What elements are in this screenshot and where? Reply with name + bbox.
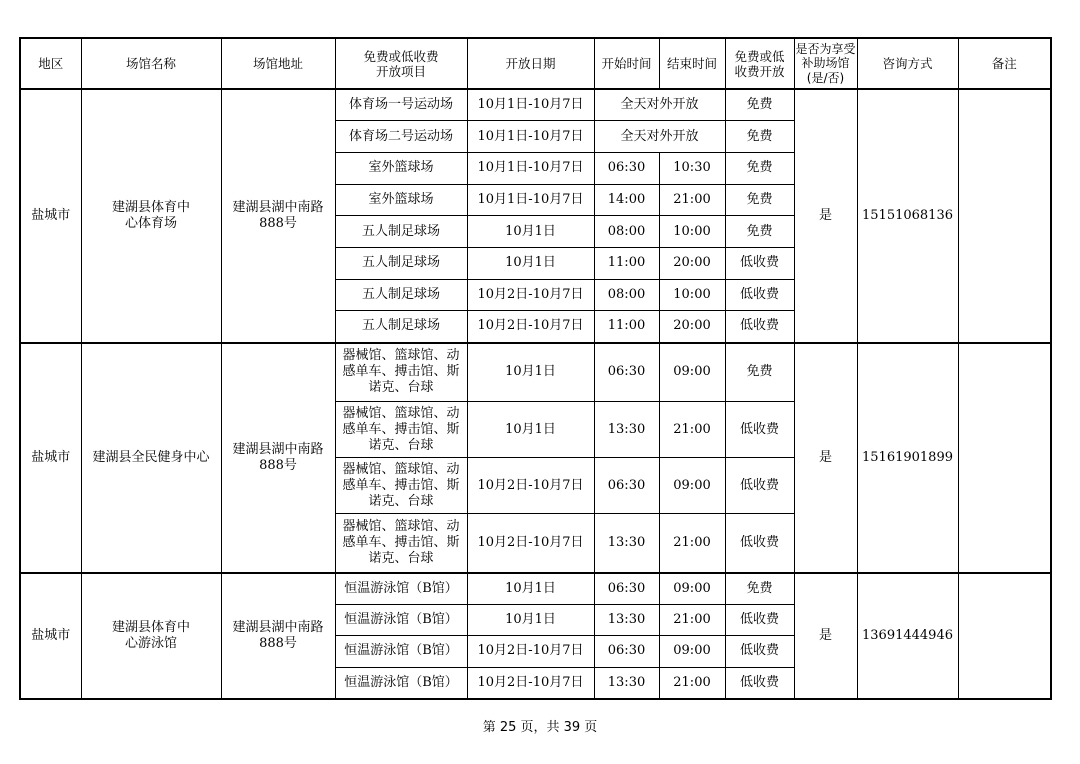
fee-cell: 低收费 xyxy=(725,604,794,636)
program-cell: 恒温游泳馆（B馆） xyxy=(335,604,467,636)
fee-cell: 免费 xyxy=(725,152,794,184)
venue-name-cell: 建湖县体育中心体育场 xyxy=(81,89,221,343)
program-cell: 五人制足球场 xyxy=(335,247,467,279)
date-cell: 10月1日-10月7日 xyxy=(467,184,594,216)
subsidized-cell: 是 xyxy=(794,89,857,343)
start-time-cell: 13:30 xyxy=(594,604,659,636)
remark-cell xyxy=(958,573,1051,699)
fee-cell: 低收费 xyxy=(725,279,794,311)
end-time-cell: 09:00 xyxy=(659,343,725,402)
fee-cell: 免费 xyxy=(725,184,794,216)
end-time-cell: 09:00 xyxy=(659,573,725,605)
date-cell: 10月2日-10月7日 xyxy=(467,311,594,343)
end-time-cell: 10:00 xyxy=(659,216,725,248)
date-cell: 10月1日-10月7日 xyxy=(467,152,594,184)
date-cell: 10月2日-10月7日 xyxy=(467,458,594,514)
page-footer: 第 25 页，共 39 页 xyxy=(482,720,598,735)
date-cell: 10月1日-10月7日 xyxy=(467,121,594,153)
start-time-cell: 13:30 xyxy=(594,514,659,573)
fee-cell: 低收费 xyxy=(725,458,794,514)
table-row xyxy=(20,573,1051,605)
fee-cell: 免费 xyxy=(725,343,794,402)
date-cell: 10月1日 xyxy=(467,247,594,279)
fee-cell: 低收费 xyxy=(725,636,794,668)
date-cell: 10月1日 xyxy=(467,573,594,605)
end-time-cell: 10:00 xyxy=(659,279,725,311)
contact-cell: 15161901899 xyxy=(857,343,958,573)
start-time-cell: 11:00 xyxy=(594,311,659,343)
date-cell: 10月2日-10月7日 xyxy=(467,636,594,668)
program-cell: 器械馆、篮球馆、动感单车、搏击馆、斯诺克、台球 xyxy=(335,458,467,514)
date-cell: 10月1日 xyxy=(467,402,594,458)
program-cell: 恒温游泳馆（B馆） xyxy=(335,573,467,605)
contact-cell: 13691444946 xyxy=(857,573,958,699)
header-remark: 备注 xyxy=(958,38,1051,89)
start-time-cell: 06:30 xyxy=(594,573,659,605)
time-all-cell: 全天对外开放 xyxy=(594,121,725,153)
program-cell: 室外篮球场 xyxy=(335,152,467,184)
venue-address-cell: 建湖县湖中南路888号 xyxy=(221,89,335,343)
header-region: 地区 xyxy=(20,38,81,89)
start-time-cell: 08:00 xyxy=(594,279,659,311)
end-time-cell: 09:00 xyxy=(659,636,725,668)
remark-cell xyxy=(958,343,1051,573)
header-fee-type: 免费或低收费开放 xyxy=(725,38,794,89)
fee-cell: 低收费 xyxy=(725,247,794,279)
header-open-date: 开放日期 xyxy=(467,38,594,89)
end-time-cell: 10:30 xyxy=(659,152,725,184)
start-time-cell: 13:30 xyxy=(594,667,659,699)
venue-address-cell: 建湖县湖中南路888号 xyxy=(221,343,335,573)
time-all-cell: 全天对外开放 xyxy=(594,89,725,121)
program-cell: 器械馆、篮球馆、动感单车、搏击馆、斯诺克、台球 xyxy=(335,514,467,573)
end-time-cell: 21:00 xyxy=(659,514,725,573)
end-time-cell: 09:00 xyxy=(659,458,725,514)
program-cell: 恒温游泳馆（B馆） xyxy=(335,667,467,699)
region-cell: 盐城市 xyxy=(20,89,81,343)
header-venue-address: 场馆地址 xyxy=(221,38,335,89)
end-time-cell: 21:00 xyxy=(659,184,725,216)
start-time-cell: 14:00 xyxy=(594,184,659,216)
fee-cell: 免费 xyxy=(725,216,794,248)
start-time-cell: 06:30 xyxy=(594,343,659,402)
date-cell: 10月2日-10月7日 xyxy=(467,514,594,573)
venue-schedule-table xyxy=(19,37,1052,700)
contact-cell: 15151068136 xyxy=(857,89,958,343)
fee-cell: 低收费 xyxy=(725,402,794,458)
date-cell: 10月2日-10月7日 xyxy=(467,667,594,699)
fee-cell: 免费 xyxy=(725,121,794,153)
subsidized-cell: 是 xyxy=(794,343,857,573)
header-subsidized: 是否为享受补助场馆(是/否) xyxy=(794,38,857,89)
date-cell: 10月1日 xyxy=(467,216,594,248)
program-cell: 恒温游泳馆（B馆） xyxy=(335,636,467,668)
program-cell: 五人制足球场 xyxy=(335,311,467,343)
region-cell: 盐城市 xyxy=(20,343,81,573)
fee-cell: 免费 xyxy=(725,573,794,605)
program-cell: 五人制足球场 xyxy=(335,279,467,311)
end-time-cell: 20:00 xyxy=(659,247,725,279)
end-time-cell: 21:00 xyxy=(659,402,725,458)
header-start-time: 开始时间 xyxy=(594,38,659,89)
program-cell: 器械馆、篮球馆、动感单车、搏击馆、斯诺克、台球 xyxy=(335,343,467,402)
program-cell: 体育场二号运动场 xyxy=(335,121,467,153)
start-time-cell: 08:00 xyxy=(594,216,659,248)
subsidized-cell: 是 xyxy=(794,573,857,699)
start-time-cell: 06:30 xyxy=(594,636,659,668)
date-cell: 10月1日-10月7日 xyxy=(467,89,594,121)
remark-cell xyxy=(958,89,1051,343)
date-cell: 10月2日-10月7日 xyxy=(467,279,594,311)
program-cell: 器械馆、篮球馆、动感单车、搏击馆、斯诺克、台球 xyxy=(335,402,467,458)
table-row xyxy=(20,343,1051,402)
venue-name-cell: 建湖县体育中心游泳馆 xyxy=(81,573,221,699)
header-end-time: 结束时间 xyxy=(659,38,725,89)
end-time-cell: 21:00 xyxy=(659,667,725,699)
program-cell: 室外篮球场 xyxy=(335,184,467,216)
program-cell: 体育场一号运动场 xyxy=(335,89,467,121)
start-time-cell: 13:30 xyxy=(594,402,659,458)
start-time-cell: 11:00 xyxy=(594,247,659,279)
date-cell: 10月1日 xyxy=(467,343,594,402)
date-cell: 10月1日 xyxy=(467,604,594,636)
region-cell: 盐城市 xyxy=(20,573,81,699)
venue-name-cell: 建湖县全民健身中心 xyxy=(81,343,221,573)
header-row xyxy=(20,38,1051,89)
header-program: 免费或低收费开放项目 xyxy=(335,38,467,89)
start-time-cell: 06:30 xyxy=(594,152,659,184)
end-time-cell: 20:00 xyxy=(659,311,725,343)
fee-cell: 低收费 xyxy=(725,667,794,699)
fee-cell: 低收费 xyxy=(725,514,794,573)
program-cell: 五人制足球场 xyxy=(335,216,467,248)
header-contact: 咨询方式 xyxy=(857,38,958,89)
venue-address-cell: 建湖县湖中南路888号 xyxy=(221,573,335,699)
table-row xyxy=(20,89,1051,121)
start-time-cell: 06:30 xyxy=(594,458,659,514)
fee-cell: 免费 xyxy=(725,89,794,121)
end-time-cell: 21:00 xyxy=(659,604,725,636)
fee-cell: 低收费 xyxy=(725,311,794,343)
header-venue-name: 场馆名称 xyxy=(81,38,221,89)
